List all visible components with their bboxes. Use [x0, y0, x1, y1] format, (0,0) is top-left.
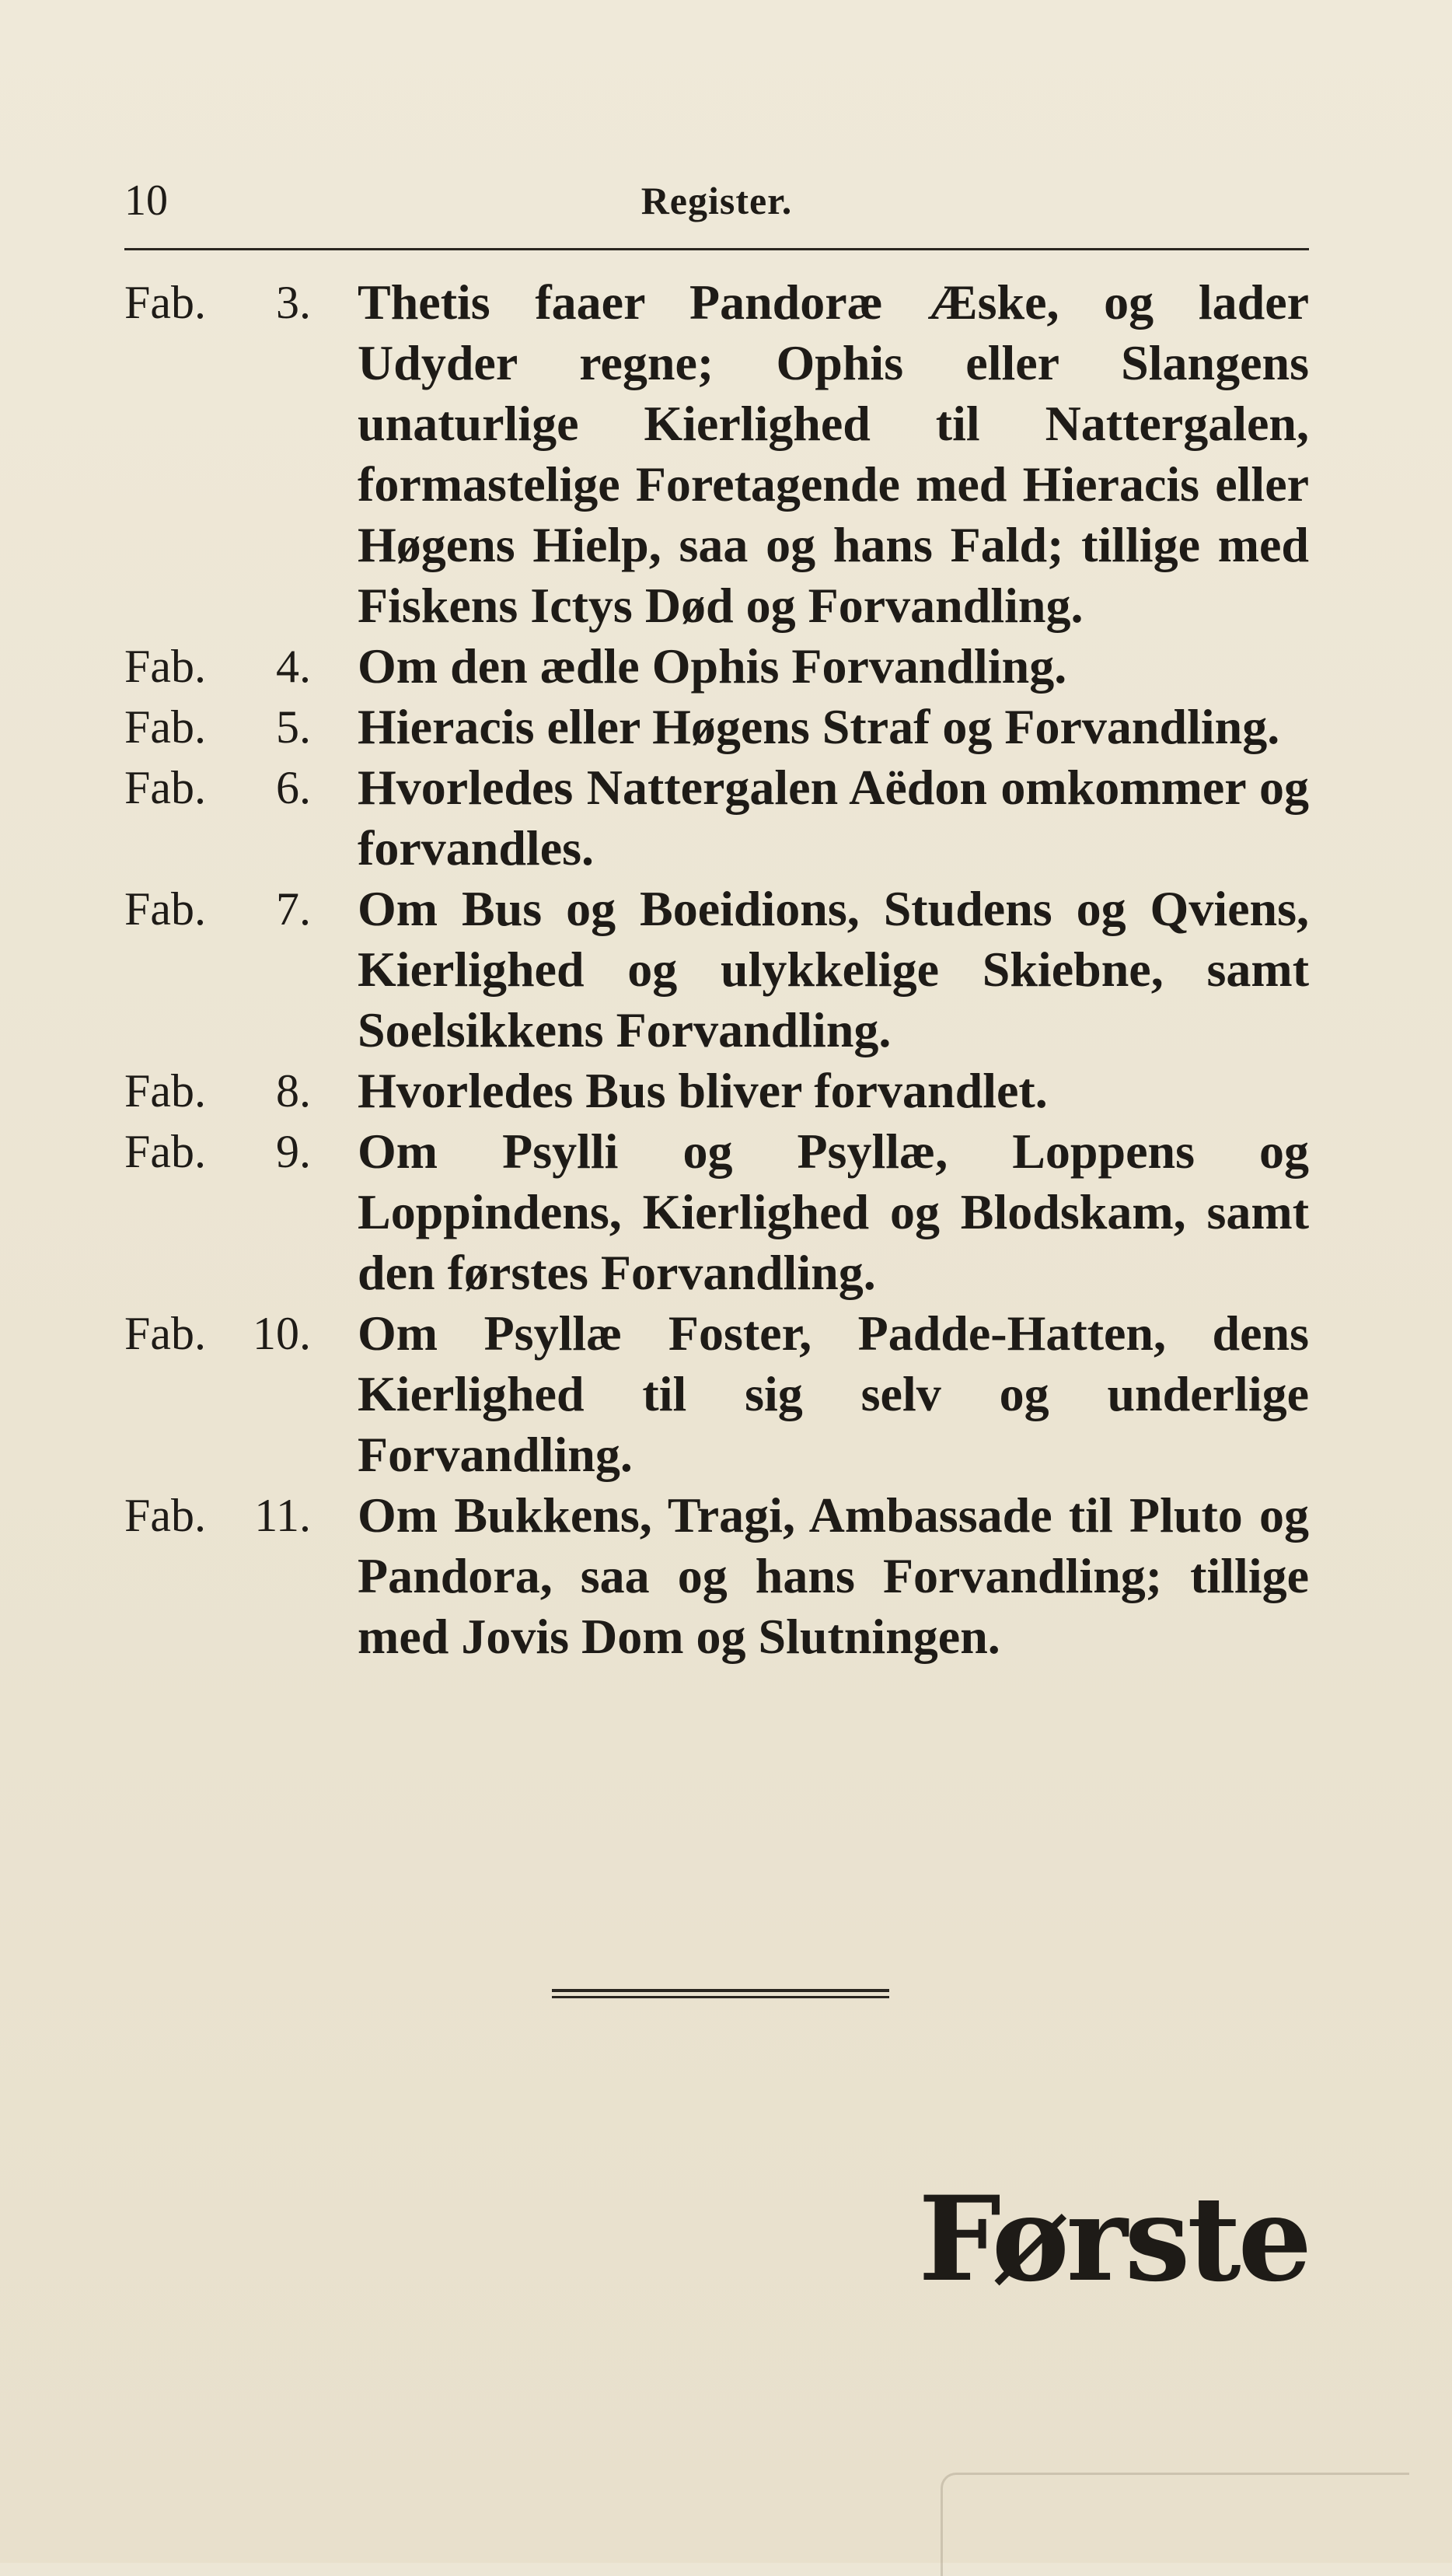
entry-text: Om den ædle Ophis Forvandling.	[358, 638, 1067, 694]
entry-number: 5.	[276, 701, 311, 753]
register-entry	[124, 1121, 1309, 1303]
closing-double-rule	[552, 1989, 889, 2000]
entry-label: Fab.	[124, 1308, 206, 1359]
page-edge-mark	[941, 2473, 1409, 2576]
register-entry	[124, 697, 1309, 757]
entry-number: 4.	[276, 641, 311, 692]
entry-text: Hvorledes Nattergalen Aëdon omkommer og forvandles.	[358, 760, 1309, 876]
entry-label: Fab.	[124, 1065, 206, 1117]
entry-number: 10.	[253, 1308, 311, 1359]
register-entry	[124, 1303, 1309, 1485]
entry-label: Fab.	[124, 701, 206, 753]
entry-text: Hieracis eller Høgens Straf og Forvandling.	[358, 699, 1280, 754]
register-list	[124, 272, 1309, 1667]
register-entry	[124, 757, 1309, 879]
register-entry	[124, 1061, 1309, 1121]
entry-text: Thetis faaer Pandoræ Æske, og lader Udyder regne; Ophis eller Slangens unaturlige Kierlighed til Nattergalen, formastelige Foretagende med Hieracis eller Høgens Hielp, saa og hans Fald; tillige med Fiskens Ictys Død og Forvandling.	[358, 274, 1309, 633]
entry-number: 9.	[276, 1126, 311, 1177]
entry-label: Fab.	[124, 883, 206, 935]
catchword: Første	[918, 2171, 1309, 2308]
entry-label: Fab.	[124, 1126, 206, 1177]
entry-number: 11.	[254, 1490, 311, 1541]
entry-number: 6.	[276, 762, 311, 813]
register-entry	[124, 1485, 1309, 1667]
entry-label: Fab.	[124, 277, 206, 328]
entry-label: Fab.	[124, 641, 206, 692]
register-entry	[124, 879, 1309, 1061]
entry-text: Om Psyllæ Foster, Padde-Hatten, dens Kierlighed til sig selv og underlige Forvandling.	[358, 1305, 1309, 1482]
entry-label: Fab.	[124, 762, 206, 813]
header-rule	[124, 248, 1309, 250]
register-entry	[124, 636, 1309, 697]
entry-label: Fab.	[124, 1490, 206, 1541]
entry-number: 7.	[276, 883, 311, 935]
entry-number: 3.	[276, 277, 311, 328]
entry-text: Om Psylli og Psyllæ, Loppens og Loppindens, Kierlighed og Blodskam, samt den førstes Forvandling.	[358, 1124, 1309, 1300]
running-head: Register.	[640, 179, 793, 222]
page-number: 10	[124, 177, 168, 225]
register-entry	[124, 272, 1309, 636]
entry-text: Hvorledes Bus bliver forvandlet.	[358, 1063, 1048, 1118]
page-header	[124, 170, 1309, 232]
entry-text: Om Bus og Boeidions, Studens og Qviens, Kierlighed og ulykkelige Skiebne, samt Soelsikkens Forvandling.	[358, 881, 1309, 1057]
entry-text: Om Bukkens, Tragi, Ambassade til Pluto og Pandora, saa og hans Forvandling; tillige med Jovis Dom og Slutningen.	[358, 1487, 1309, 1664]
entry-number: 8.	[276, 1065, 311, 1117]
